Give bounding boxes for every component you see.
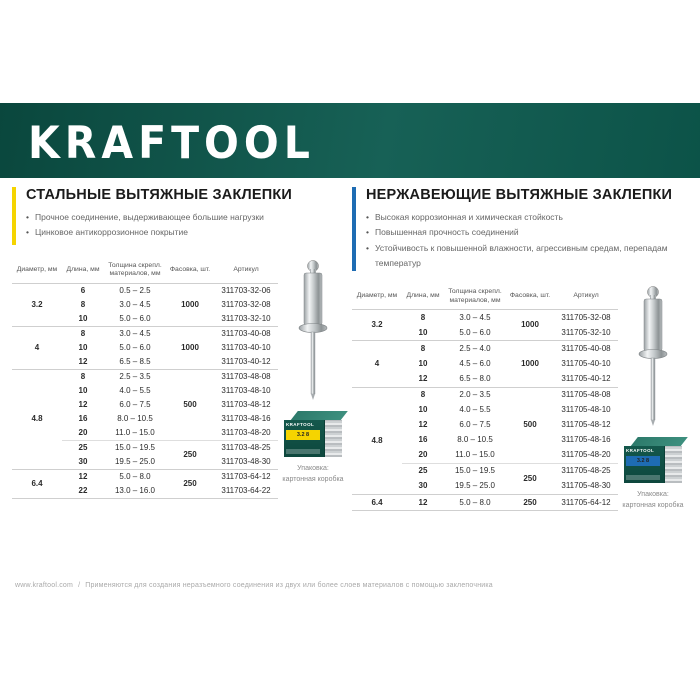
box-brand-text: KRAFTOOL <box>626 448 655 454</box>
cell-sku: 311705-32-08 <box>554 310 618 326</box>
cell-thickness: 6.5 – 8.5 <box>119 356 151 366</box>
cell-length: 30 <box>418 481 428 491</box>
cell-thickness: 5.0 – 8.0 <box>444 494 506 510</box>
cell-thickness: 4.5 – 6.0 <box>459 358 491 368</box>
cell-length: 10 <box>78 313 88 323</box>
cell-length: 25 <box>402 463 444 479</box>
cell-length: 10 <box>78 342 88 352</box>
cell-thickness: 2.5 – 3.5 <box>104 369 166 384</box>
feature-bullet: • Прочное соединение, выдерживающее большие нагрузки <box>26 210 348 225</box>
cell-diameter: 6.4 <box>352 494 402 510</box>
kraftool-logo: KRAFTOOL <box>28 117 315 169</box>
cell-sku: 311703-64-12 <box>214 469 278 484</box>
box-size-label: 3.2 8 <box>286 430 320 440</box>
table-row <box>352 310 618 326</box>
col-length: Длина, мм <box>62 259 104 283</box>
cell-thickness: 13.0 – 16.0 <box>114 485 156 495</box>
cell-length: 12 <box>418 373 428 383</box>
cell-sku: 311703-40-12 <box>221 356 271 366</box>
cell-sku: 311703-48-08 <box>214 369 278 384</box>
box-rivets-side <box>664 446 682 483</box>
section-header <box>12 187 348 245</box>
cell-length: 22 <box>78 485 88 495</box>
table-header-row <box>12 259 278 283</box>
table-header-row <box>352 285 618 309</box>
box-size-label: 3.2 8 <box>626 456 660 466</box>
cell-length: 10 <box>78 385 88 395</box>
section-steel-rivets <box>12 187 348 499</box>
cell-pack: 250 <box>166 469 214 498</box>
cell-length: 8 <box>402 310 444 326</box>
table-row <box>12 283 278 298</box>
cell-length: 12 <box>78 399 88 409</box>
rivet-spec-table <box>12 259 278 499</box>
cell-sku: 311703-48-25 <box>214 440 278 455</box>
col-length: Длина, мм <box>402 285 444 309</box>
col-thickness: Толщина скрепл. материалов, мм <box>444 285 506 309</box>
table-row <box>352 387 618 403</box>
cell-thickness: 4.0 – 5.5 <box>119 385 151 395</box>
cell-length: 25 <box>62 440 104 455</box>
cell-length: 12 <box>418 420 428 430</box>
cell-thickness: 6.5 – 8.0 <box>459 373 491 383</box>
product-visuals <box>618 285 688 511</box>
cell-diameter: 4.8 <box>352 387 402 494</box>
cell-thickness: 5.0 – 6.0 <box>459 327 491 337</box>
cell-length: 20 <box>418 450 428 460</box>
cell-thickness: 19.5 – 25.0 <box>454 481 496 491</box>
box-stripe <box>626 475 660 480</box>
cell-pack: 1000 <box>166 283 214 326</box>
cell-thickness: 5.0 – 6.0 <box>119 342 151 352</box>
cell-sku: 311703-48-30 <box>221 456 271 466</box>
cell-length: 20 <box>78 427 88 437</box>
cell-sku: 311703-48-12 <box>221 399 271 409</box>
col-pack: Фасовка, шт. <box>506 285 554 309</box>
feature-list <box>26 210 348 241</box>
cell-length: 10 <box>418 327 428 337</box>
cell-thickness: 2.0 – 3.5 <box>444 387 506 403</box>
box-brand-text: KRAFTOOL <box>286 422 315 427</box>
cell-sku: 311705-64-12 <box>554 494 618 510</box>
cell-length: 30 <box>78 456 88 466</box>
cell-thickness: 0.5 – 2.5 <box>104 283 166 298</box>
cell-thickness: 11.0 – 15.0 <box>115 427 155 437</box>
cell-thickness: 3.0 – 4.5 <box>444 310 506 326</box>
footer-separator: / <box>78 582 81 589</box>
package-box-image <box>624 437 682 483</box>
rivet-spec-table <box>352 285 618 511</box>
cell-diameter: 4 <box>352 341 402 387</box>
feature-bullet: • Высокая коррозионная и химическая стойкость <box>366 210 688 225</box>
cell-thickness: 8.0 – 10.5 <box>457 435 493 445</box>
cell-length: 10 <box>418 358 428 368</box>
cell-sku: 311703-48-16 <box>221 413 271 423</box>
cell-thickness: 15.0 – 19.5 <box>444 463 506 479</box>
cell-sku: 311703-64-22 <box>221 485 271 495</box>
cell-length: 8 <box>402 387 444 403</box>
cell-diameter: 4.8 <box>12 369 62 469</box>
cell-thickness: 3.0 – 4.5 <box>104 326 166 341</box>
cell-sku: 311703-48-20 <box>221 427 271 437</box>
cell-length: 12 <box>78 356 88 366</box>
cell-pack: 500 <box>506 387 554 463</box>
cell-diameter: 4 <box>12 326 62 369</box>
cell-length: 10 <box>418 405 428 415</box>
cell-sku: 311705-40-10 <box>561 358 611 368</box>
cell-sku: 311705-48-25 <box>554 463 618 479</box>
brand-header-band <box>0 103 700 178</box>
cell-sku: 311705-40-08 <box>554 341 618 357</box>
cell-length: 8 <box>62 326 104 341</box>
cell-sku: 311703-48-10 <box>221 385 271 395</box>
cell-sku: 311705-48-20 <box>561 450 611 460</box>
cell-sku: 311705-48-16 <box>561 435 611 445</box>
package-caption: Упаковка: картонная коробка <box>282 465 344 483</box>
section-content <box>352 285 688 511</box>
cell-thickness: 19.5 – 25.0 <box>114 456 156 466</box>
cell-sku: 311703-32-10 <box>221 313 271 323</box>
table-row <box>352 494 618 510</box>
section-title: НЕРЖАВЕЮЩИЕ ВЫТЯЖНЫЕ ЗАКЛЕПКИ <box>366 187 673 203</box>
table-row <box>12 326 278 341</box>
cell-sku: 311705-48-12 <box>561 420 611 430</box>
table-row <box>12 469 278 484</box>
col-sku: Артикул <box>214 259 278 283</box>
cell-sku: 311705-48-08 <box>554 387 618 403</box>
cell-thickness: 6.0 – 7.5 <box>119 399 151 409</box>
footer-url: www.kraftool.com <box>15 582 74 589</box>
cell-sku: 311703-40-10 <box>221 342 271 352</box>
cell-length: 12 <box>62 469 104 484</box>
cell-length: 8 <box>62 369 104 384</box>
section-stainless-rivets <box>352 187 688 511</box>
table-row <box>352 341 618 357</box>
feature-list <box>366 210 688 271</box>
section-content <box>12 259 348 499</box>
cell-thickness: 5.0 – 8.0 <box>104 469 166 484</box>
box-front-face <box>284 420 324 457</box>
cell-diameter: 3.2 <box>12 283 62 326</box>
cell-length: 12 <box>402 494 444 510</box>
cell-pack: 250 <box>506 463 554 494</box>
cell-sku: 311705-32-10 <box>561 327 611 337</box>
cell-thickness: 4.0 – 5.5 <box>459 405 491 415</box>
cell-pack: 500 <box>166 369 214 440</box>
cell-pack: 250 <box>506 494 554 510</box>
cell-thickness: 11.0 – 15.0 <box>455 450 495 460</box>
col-thickness: Толщина скрепл. материалов, мм <box>104 259 166 283</box>
cell-sku: 311705-48-10 <box>561 405 611 415</box>
cell-thickness: 8.0 – 10.5 <box>117 413 153 423</box>
feature-bullet: • Цинковое антикоррозионное покрытие <box>26 225 348 240</box>
rivet-image <box>296 259 330 401</box>
box-stripe <box>286 449 320 454</box>
cell-thickness: 5.0 – 6.0 <box>119 313 151 323</box>
section-title: СТАЛЬНЫЕ ВЫТЯЖНЫЕ ЗАКЛЕПКИ <box>26 187 293 203</box>
col-pack: Фасовка, шт. <box>166 259 214 283</box>
cell-length: 6 <box>62 283 104 298</box>
col-diameter: Диаметр, мм <box>352 285 402 309</box>
package-caption: Упаковка: картонная коробка <box>622 491 684 509</box>
cell-thickness: 2.5 – 4.0 <box>444 341 506 357</box>
product-visuals <box>278 259 348 499</box>
box-front-face <box>624 446 664 483</box>
table-row <box>12 369 278 384</box>
cell-diameter: 6.4 <box>12 469 62 498</box>
cell-pack: 1000 <box>506 341 554 387</box>
cell-thickness: 15.0 – 19.5 <box>104 440 166 455</box>
rivet-image <box>636 285 670 427</box>
cell-sku: 311705-40-12 <box>561 373 611 383</box>
feature-bullet: • Устойчивость к повышенной влажности, агрессивным средам, перепадам температур <box>366 241 688 272</box>
cell-sku: 311703-32-06 <box>214 283 278 298</box>
section-header <box>352 187 688 271</box>
package-box-image <box>284 411 342 457</box>
footer-note <box>15 582 493 589</box>
cell-pack: 250 <box>166 440 214 469</box>
cell-sku: 311703-40-08 <box>214 326 278 341</box>
cell-diameter: 3.2 <box>352 310 402 341</box>
footer-description: Применяются для создания неразъемного соединения из двух или более слоев материалов с помощью заклепочника <box>85 582 493 589</box>
cell-length: 16 <box>78 413 88 423</box>
cell-pack: 1000 <box>166 326 214 369</box>
col-diameter: Диаметр, мм <box>12 259 62 283</box>
col-sku: Артикул <box>554 285 618 309</box>
cell-length: 16 <box>418 435 428 445</box>
cell-thickness: 6.0 – 7.5 <box>459 420 491 430</box>
feature-bullet: • Повышенная прочность соединений <box>366 225 688 240</box>
cell-length: 8 <box>402 341 444 357</box>
cell-sku: 311703-32-08 <box>221 299 271 309</box>
cell-sku: 311705-48-30 <box>561 481 611 491</box>
cell-thickness: 3.0 – 4.5 <box>119 299 151 309</box>
cell-pack: 1000 <box>506 310 554 341</box>
box-rivets-side <box>324 420 342 457</box>
cell-length: 8 <box>80 299 86 309</box>
